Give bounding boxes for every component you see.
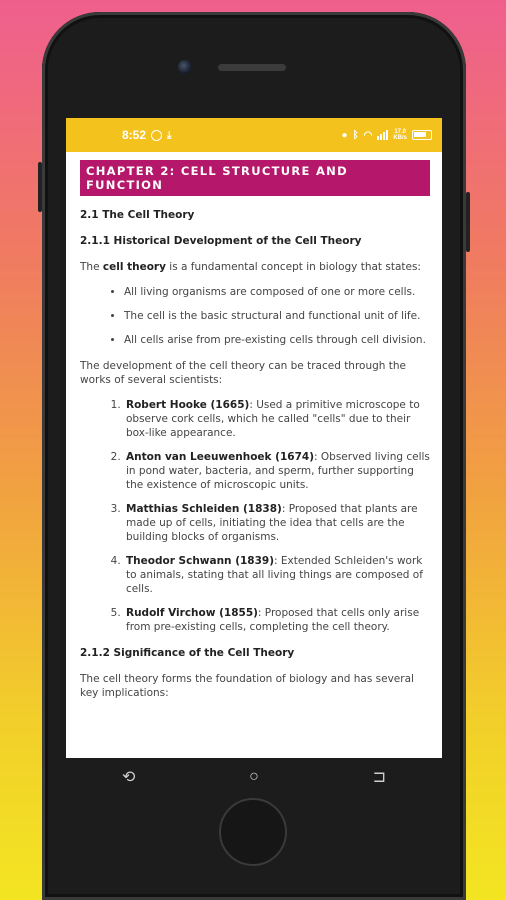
document-content[interactable] xyxy=(66,152,442,700)
list-item: 3. Matthias Schleiden (1838): Proposed that plants are made up of cells, initiating the idea that cells are the building blocks of organisms. xyxy=(124,502,430,544)
navigation-bar xyxy=(66,758,442,796)
chat-icon: ● xyxy=(341,129,348,141)
download-icon: ⤓ xyxy=(167,129,172,141)
cell-theory-list xyxy=(80,285,430,347)
subsection-heading: 2.1.2 Significance of the Cell Theory xyxy=(80,647,295,659)
volume-button xyxy=(38,162,42,212)
status-bar xyxy=(66,118,442,152)
list-item: 1. Robert Hooke (1665): Used a primitive microscope to observe cork cells, which he called "cells" due to their box-like appearance. xyxy=(124,398,430,440)
network-speed: 17.0 KB/s xyxy=(393,129,407,141)
recents-icon[interactable]: ⟲ xyxy=(121,769,136,786)
section-heading: 2.1 The Cell Theory xyxy=(80,209,195,221)
status-time: 8:52 xyxy=(122,128,147,142)
wifi-icon: ◠ xyxy=(363,129,373,141)
chapter-heading: CHAPTER 2: CELL STRUCTURE AND FUNCTION xyxy=(80,160,430,196)
subsection-heading: 2.1.1 Historical Development of the Cell Theory xyxy=(80,235,362,247)
list-item: 2. Anton van Leeuwenhoek (1674): Observed living cells in pond water, bacteria, and sperm, further supporting the existence of microscopic units. xyxy=(124,450,430,492)
front-camera xyxy=(178,60,192,74)
development-paragraph: The development of the cell theory can be traced through the works of several scientists: xyxy=(80,360,407,386)
intro-paragraph: The cell theory is a fundamental concept in biology that states: xyxy=(80,261,421,273)
phone-frame xyxy=(42,12,466,900)
list-item: 5. Rudolf Virchow (1855): Proposed that cells only arise from pre-existing cells, completing the cell theory. xyxy=(124,606,430,634)
bluetooth-icon: ᛒ xyxy=(352,129,359,141)
list-item: • All cells arise from pre-existing cells through cell division. xyxy=(124,333,430,347)
power-button xyxy=(466,192,470,252)
screen xyxy=(66,118,442,758)
signal-icon xyxy=(377,130,388,140)
list-item: • All living organisms are composed of one or more cells. xyxy=(124,285,430,299)
notification-icon xyxy=(151,130,162,141)
home-icon[interactable]: ○ xyxy=(249,768,259,785)
physical-home-button[interactable] xyxy=(219,798,287,866)
earpiece-speaker xyxy=(218,64,286,71)
back-icon[interactable]: ⊐ xyxy=(372,769,387,786)
significance-paragraph: The cell theory forms the foundation of biology and has several key implications: xyxy=(80,673,414,699)
list-item: • The cell is the basic structural and functional unit of life. xyxy=(124,309,430,323)
scientists-list xyxy=(80,398,430,634)
list-item: 4. Theodor Schwann (1839): Extended Schleiden's work to animals, stating that all living things are composed of cells. xyxy=(124,554,430,596)
battery-icon xyxy=(412,130,432,140)
